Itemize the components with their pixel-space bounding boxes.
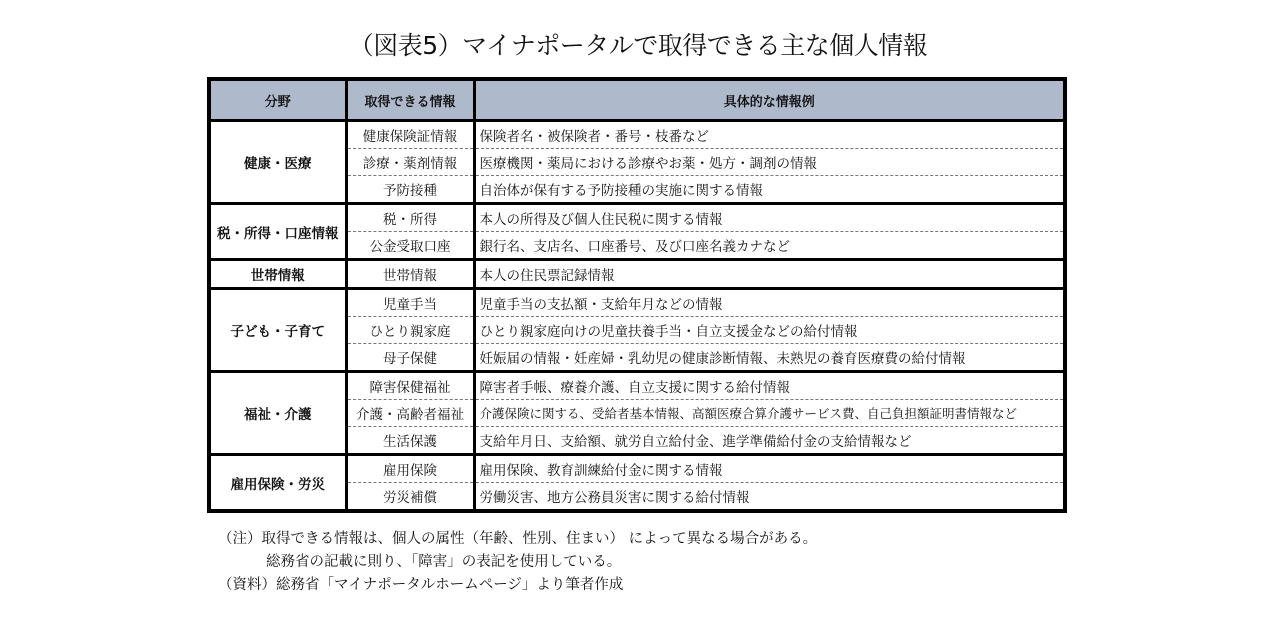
item-cell: ひとり親家庭 (346, 317, 474, 344)
table-row (209, 260, 1065, 289)
item-cell: 児童手当 (346, 289, 474, 317)
table-row (209, 204, 1065, 232)
desc-cell: 介護保険に関する、受給者基本情報、高額医療合算介護サービス費、自己負担額証明書情報など (474, 400, 1065, 427)
table-header-row (209, 79, 1065, 121)
category-cell: 子ども・子育て (209, 289, 346, 372)
desc-cell: 雇用保険、教育訓練給付金に関する情報 (474, 455, 1065, 483)
category-cell: 雇用保険・労災 (209, 455, 346, 512)
header-info-examples: 具体的な情報例 (474, 79, 1065, 121)
item-cell: 公金受取口座 (346, 232, 474, 260)
item-cell: 介護・高齢者福祉 (346, 400, 474, 427)
table-row (209, 289, 1065, 317)
item-cell: 母子保健 (346, 344, 474, 372)
category-cell: 健康・医療 (209, 121, 346, 204)
note-attributes: （注）取得できる情報は、個人の属性（年齢、性別、住まい） によって異なる場合がある。 (218, 531, 818, 547)
category-cell: 福祉・介護 (209, 372, 346, 455)
table-row (209, 121, 1065, 149)
header-obtainable-info: 取得できる情報 (346, 79, 474, 121)
item-cell: 生活保護 (346, 427, 474, 455)
desc-cell: 自治体が保有する予防接種の実施に関する情報 (474, 176, 1065, 204)
item-cell: 雇用保険 (346, 455, 474, 483)
category-cell: 世帯情報 (209, 260, 346, 289)
desc-cell: 支給年月日、支給額、就労自立給付金、進学準備給付金の支給情報など (474, 427, 1065, 455)
desc-cell: 保険者名・被保険者・番号・枝番など (474, 121, 1065, 149)
personal-info-table (207, 77, 1067, 513)
desc-cell: 妊娠届の情報・妊産婦・乳幼児の健康診断情報、未熟児の養育医療費の給付情報 (474, 344, 1065, 372)
desc-cell: 本人の住民票記録情報 (474, 260, 1065, 289)
item-cell: 税・所得 (346, 204, 474, 232)
figure-title: （図表5）マイナポータルで取得できる主な個人情報 (348, 31, 928, 60)
desc-cell: 労働災害、地方公務員災害に関する給付情報 (474, 483, 1065, 512)
header-field: 分野 (209, 79, 346, 121)
table-row (209, 372, 1065, 400)
item-cell: 障害保健福祉 (346, 372, 474, 400)
desc-cell: 医療機関・薬局における診療やお薬・処方・調剤の情報 (474, 149, 1065, 176)
item-cell: 健康保険証情報 (346, 121, 474, 149)
desc-cell: ひとり親家庭向けの児童扶養手当・自立支援金などの給付情報 (474, 317, 1065, 344)
note-terminology: 総務省の記載に則り、「障害」の表記を使用している。 (266, 554, 622, 570)
item-cell: 労災補償 (346, 483, 474, 512)
desc-cell: 障害者手帳、療養介護、自立支援に関する給付情報 (474, 372, 1065, 400)
desc-cell: 銀行名、支店名、口座番号、及び口座名義カナなど (474, 232, 1065, 260)
item-cell: 世帯情報 (346, 260, 474, 289)
footnotes (218, 528, 817, 597)
source-note: （資料）総務省「マイナポータルホームページ」より筆者作成 (218, 577, 624, 593)
table-row (209, 455, 1065, 483)
item-cell: 予防接種 (346, 176, 474, 204)
desc-cell: 本人の所得及び個人住民税に関する情報 (474, 204, 1065, 232)
category-cell: 税・所得・口座情報 (209, 204, 346, 260)
item-cell: 診療・薬剤情報 (346, 149, 474, 176)
desc-cell: 児童手当の支払額・支給年月などの情報 (474, 289, 1065, 317)
